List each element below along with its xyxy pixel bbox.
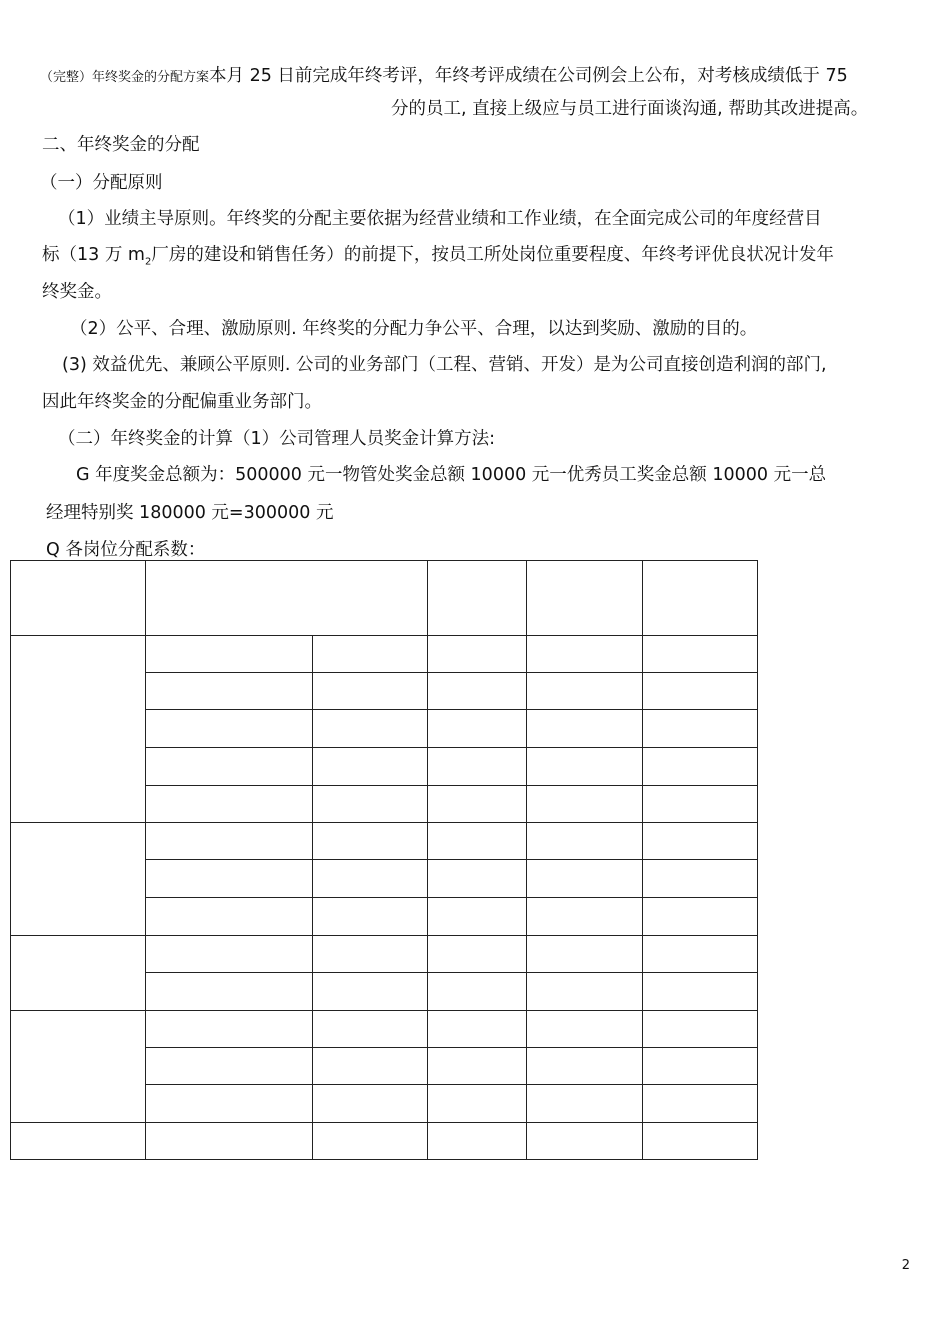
section-heading: 二、年终奖金的分配 [42,135,200,155]
subsection-heading-2: （二）年终奖金的计算（1）公司管理人员奖金计算方法: [58,429,496,449]
table-border-right [757,560,758,1160]
subsection-heading-1: （一）分配原则 [40,173,163,193]
table-row-line [145,1047,758,1048]
table-row-line [10,822,758,823]
continuation-text-2: 分的员工, 直接上级应与员工进行面谈沟通, 帮助其改进提高。 [391,99,869,119]
table-border-bottom [10,1159,758,1160]
table-column-line [427,560,428,1160]
paragraph-3-line-2: 因此年终奖金的分配偏重业务部门。 [42,392,322,412]
calculation-line-2: 经理特别奖 180000 元=300000 元 [46,503,334,523]
paragraph-1-line-3: 终奖金。 [42,282,112,302]
paragraph-3-line-1: (3) 效益优先、兼顾公平原则. 公司的业务部门（工程、营销、开发）是为公司直接创造利润的部门, [62,355,827,375]
header-line-1 [40,65,848,89]
table-row-line [145,672,758,673]
table-column-line [526,560,527,1160]
paragraph-1-line-2 [42,244,834,274]
paragraph-1-line-1: （1）业绩主导原则。年终奖的分配主要依据为经营业绩和工作业绩，在全面完成公司的年度经营目 [58,209,822,229]
page-number: 2 [901,1258,910,1273]
continuation-text-1: 本月 25 日前完成年终考评，年终考评成绩在公司例会上公布，对考核成绩低于 75 [209,66,848,86]
table-row-line [10,1010,758,1011]
header-line-2 [391,98,868,120]
table-row-line [145,747,758,748]
document-title: （完整）年终奖金的分配方案 [40,70,210,85]
table-column-line [145,560,146,1160]
table-border-top [10,560,758,561]
allocation-coefficient-table [10,560,758,1160]
coefficient-title: Q 各岗位分配系数： [46,540,206,560]
table-row-line [145,709,758,710]
table-row-line [145,972,758,973]
paragraph-2: （2）公平、合理、激励原则. 年终奖的分配力争公平、合理，以达到奖励、激励的目的。 [70,319,758,339]
subscript-2: 2 [144,256,152,268]
table-row-line [10,635,758,636]
table-row-line [145,897,758,898]
table-column-line [642,560,643,1160]
table-border-left [10,560,11,1160]
table-row-line [145,859,758,860]
table-row-line [10,1122,758,1123]
table-row-line [145,1084,758,1085]
calculation-line-1: G 年度奖金总额为：500000 元一物管处奖金总额 10000 元一优秀员工奖金总额 10000 元一总 [76,465,827,485]
paragraph-1-line-2-b: 厂房的建设和销售任务）的前提下，按员工所处岗位重要程度、年终考评优良状况计发年 [151,245,834,265]
paragraph-1-line-2-a: 标（13 万 m [42,245,145,265]
table-row-line [145,785,758,786]
table-row-line [10,935,758,936]
